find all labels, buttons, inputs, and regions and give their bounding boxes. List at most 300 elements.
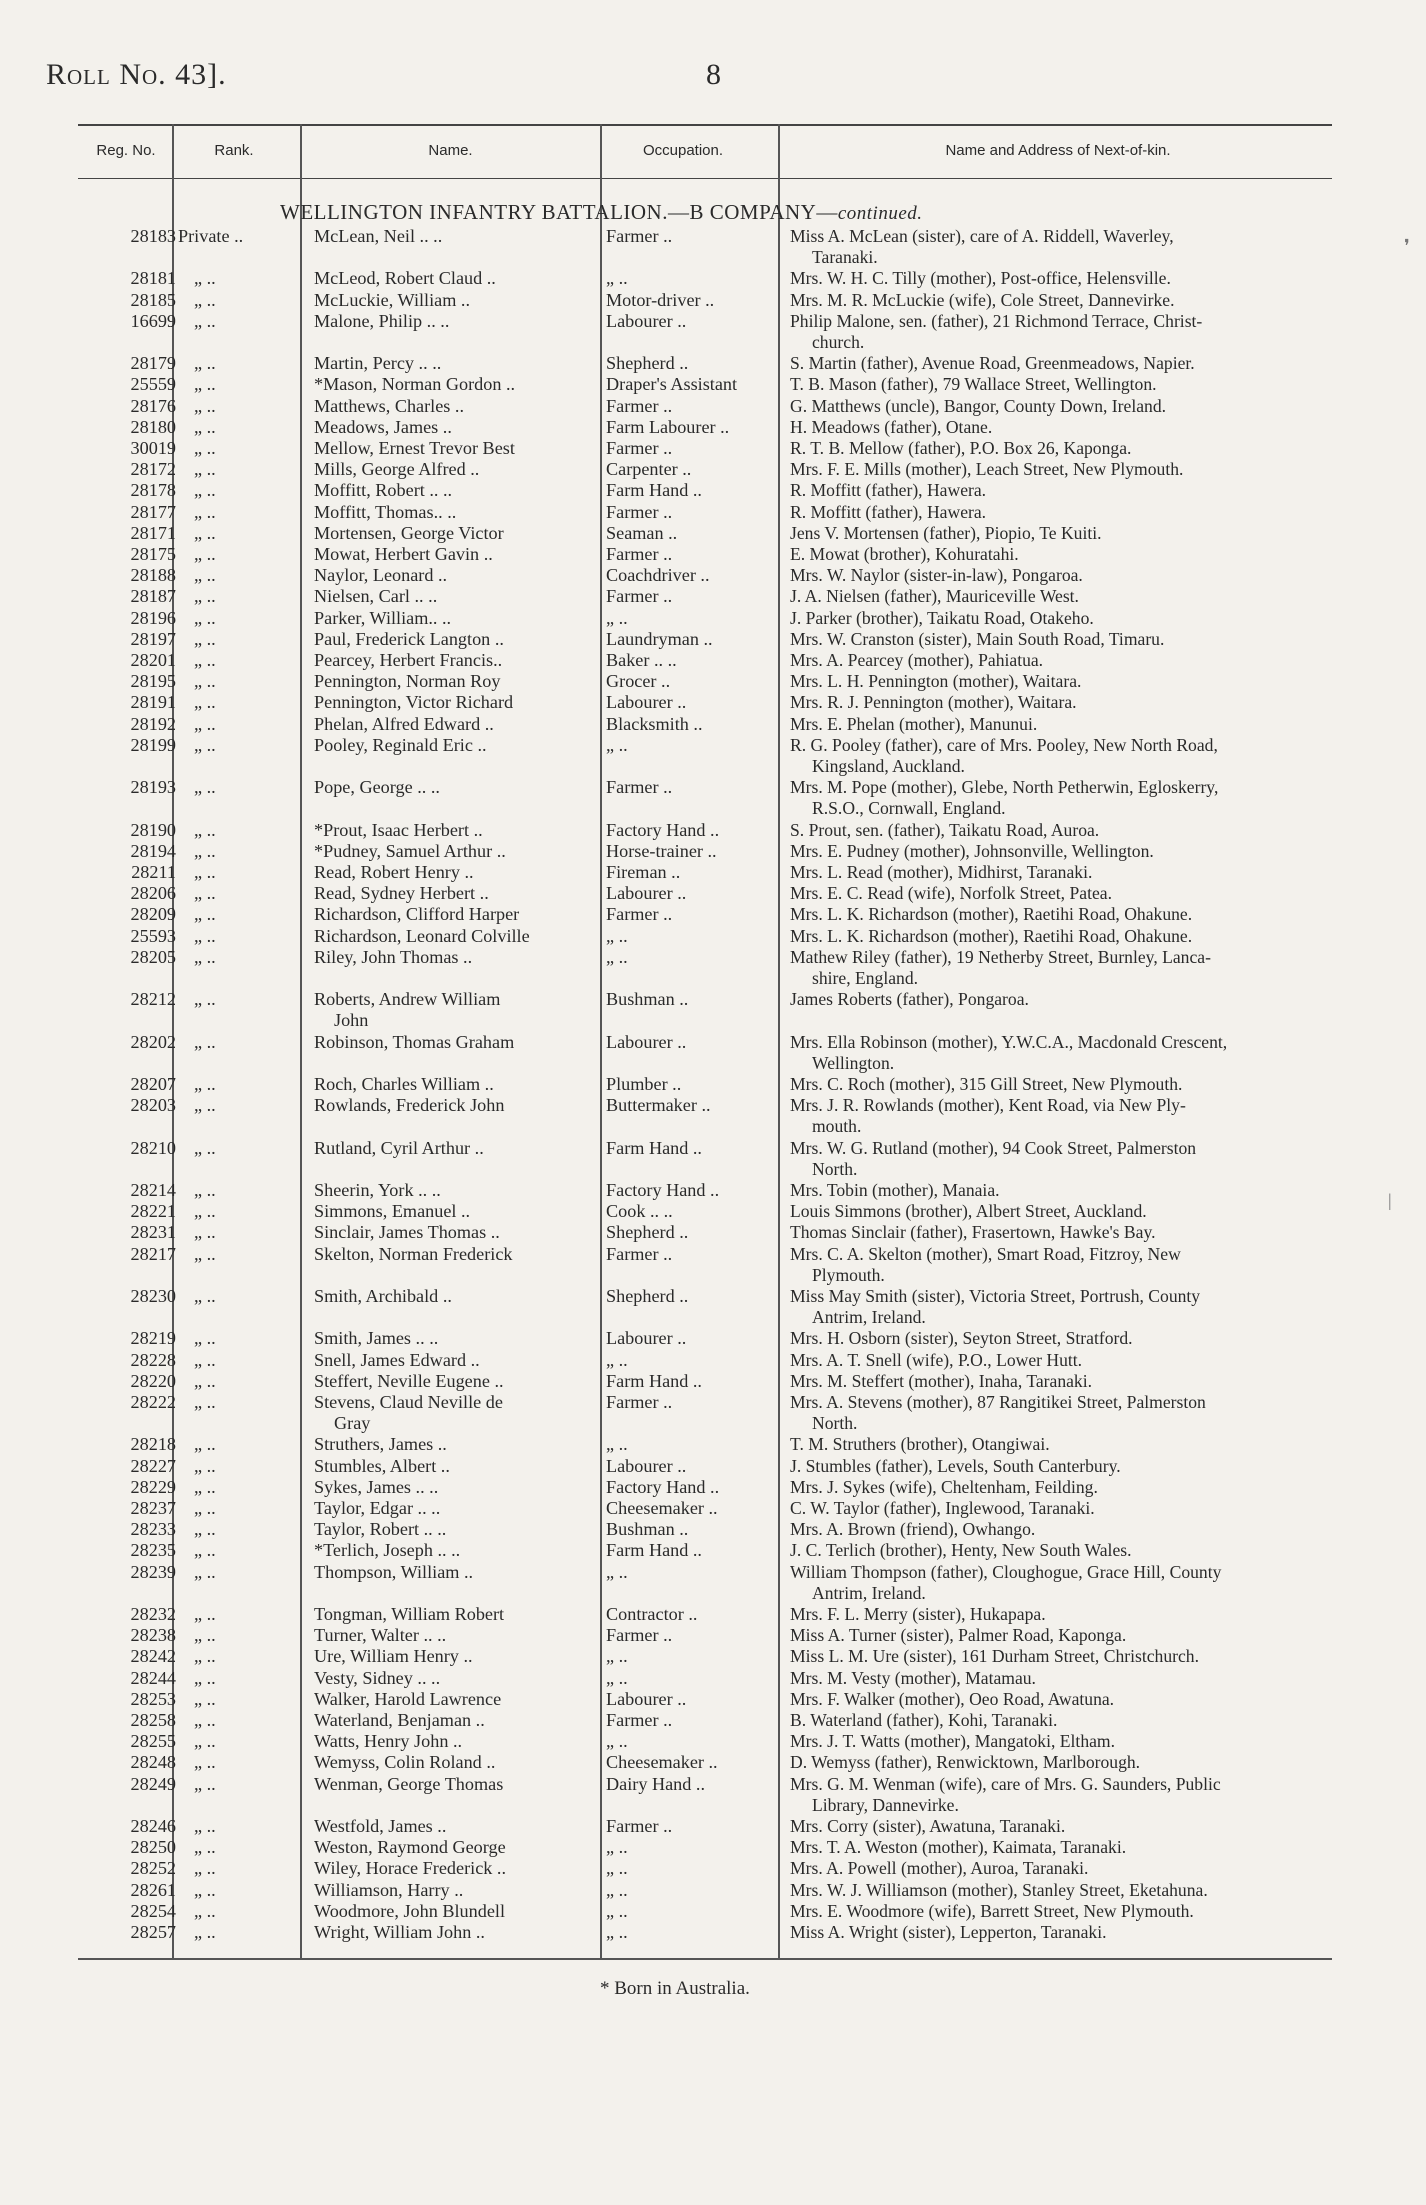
- reg-no: 28211: [131, 862, 176, 882]
- next-of-kin: Mrs. G. M. Wenman (wife), care of Mrs. G. Saunders, Public: [790, 1773, 1221, 1794]
- reg-no: 28255: [130, 1731, 176, 1752]
- reg-no: 28252: [130, 1858, 176, 1879]
- next-of-kin: C. W. Taylor (father), Inglewood, Taranaki.: [790, 1498, 1095, 1518]
- occupation: Baker .. ..: [606, 650, 677, 670]
- reg-no: 28214: [130, 1180, 176, 1200]
- reg-no: 28202: [130, 1031, 176, 1052]
- occupation: „ ..: [606, 1731, 628, 1752]
- next-of-kin: Mrs. M. Pope (mother), Glebe, North Petherwin, Egloskerry,: [790, 777, 1219, 798]
- reg-no: 28177: [130, 501, 176, 522]
- reg-no: 28199: [130, 734, 176, 755]
- next-of-kin: R. Moffitt (father), Hawera.: [790, 480, 987, 501]
- occupation: „ ..: [606, 734, 628, 755]
- name: Sheerin, York .. ..: [314, 1180, 441, 1200]
- occupation: Bushman ..: [606, 1519, 689, 1540]
- next-of-kin-continued: Antrim, Ireland.: [812, 1582, 926, 1603]
- rank: „ ..: [194, 310, 216, 331]
- name: Malone, Philip .. ..: [314, 310, 450, 331]
- next-of-kin-continued: Kingsland, Auckland.: [812, 755, 965, 776]
- rank: „ ..: [194, 1286, 216, 1306]
- reg-no: 28246: [130, 1816, 176, 1836]
- reg-no: 28212: [130, 989, 176, 1010]
- page-header: [46, 58, 1376, 98]
- next-of-kin: Mrs. Ella Robinson (mother), Y.W.C.A., Macdonald Crescent,: [790, 1031, 1228, 1052]
- name: Pope, George .. ..: [314, 777, 440, 798]
- name: Turner, Walter .. ..: [314, 1625, 447, 1646]
- next-of-kin-continued: church.: [812, 331, 865, 352]
- next-of-kin-continued: Antrim, Ireland.: [812, 1307, 926, 1328]
- occupation: Cheesemaker ..: [606, 1752, 718, 1773]
- rank: „ ..: [194, 1922, 216, 1942]
- reg-no: 28217: [130, 1243, 176, 1264]
- reg-no: 28242: [130, 1646, 176, 1667]
- next-of-kin: Mrs. M. Vesty (mother), Matamau.: [790, 1667, 1036, 1688]
- occupation: Labourer ..: [606, 1455, 687, 1476]
- next-of-kin: Mathew Riley (father), 19 Netherby Street, Burnley, Lanca-: [790, 946, 1211, 967]
- occupation: „ ..: [606, 925, 628, 946]
- reg-no: 28180: [130, 416, 176, 437]
- name: Stevens, Claud Neville de: [314, 1392, 503, 1412]
- occupation: Farmer ..: [606, 544, 673, 564]
- name: Parker, William.. ..: [314, 607, 452, 628]
- occupation: „ ..: [606, 1434, 628, 1455]
- name: Wiley, Horace Frederick ..: [314, 1858, 506, 1879]
- reg-no: 28207: [130, 1074, 176, 1094]
- next-of-kin: Mrs. T. A. Weston (mother), Kaimata, Taranaki.: [790, 1837, 1127, 1858]
- reg-no: 28209: [130, 904, 176, 925]
- reg-no: 28183: [130, 226, 176, 246]
- next-of-kin: Mrs. L. K. Richardson (mother), Raetihi Road, Ohakune.: [790, 925, 1193, 946]
- rank: „ ..: [194, 289, 216, 310]
- name: Stumbles, Albert ..: [314, 1455, 450, 1476]
- section-title: [280, 200, 1180, 225]
- name: *Terlich, Joseph .. ..: [314, 1540, 461, 1561]
- occupation: Farmer ..: [606, 904, 673, 925]
- rank: „ ..: [194, 671, 216, 692]
- next-of-kin: R. G. Pooley (father), care of Mrs. Pooley, New North Road,: [790, 734, 1218, 755]
- next-of-kin: R. T. B. Mellow (father), P.O. Box 26, Kaponga.: [790, 438, 1132, 458]
- rank: „ ..: [194, 1434, 216, 1455]
- reg-no: 28201: [130, 650, 176, 670]
- rank: „ ..: [194, 1328, 216, 1349]
- next-of-kin: Miss A. McLean (sister), care of A. Riddell, Waverley,: [790, 226, 1174, 246]
- name: Mills, George Alfred ..: [314, 459, 480, 480]
- next-of-kin: J. Stumbles (father), Levels, South Canterbury.: [790, 1455, 1121, 1476]
- reg-no: 28253: [130, 1688, 176, 1709]
- rank: „ ..: [194, 565, 216, 586]
- name: Pennington, Norman Roy: [314, 671, 501, 692]
- reg-no: 28258: [130, 1710, 176, 1730]
- next-of-kin: Miss A. Wright (sister), Lepperton, Taranaki.: [790, 1922, 1107, 1942]
- reg-no: 28235: [130, 1540, 176, 1561]
- name: *Prout, Isaac Herbert ..: [314, 819, 483, 840]
- next-of-kin-continued: Library, Dannevirke.: [812, 1794, 959, 1815]
- reg-no: 28178: [130, 480, 176, 501]
- next-of-kin: G. Matthews (uncle), Bangor, County Down, Ireland.: [790, 395, 1167, 416]
- rank: „ ..: [194, 416, 216, 437]
- reg-no: 28218: [130, 1434, 176, 1455]
- rank: „ ..: [194, 628, 216, 649]
- reg-no: 28231: [130, 1222, 176, 1243]
- rank: „ ..: [194, 1900, 216, 1921]
- name: Nielsen, Carl .. ..: [314, 586, 438, 607]
- reg-no: 28197: [130, 628, 176, 649]
- col-reg-no: Reg. No.: [96, 142, 156, 159]
- roll-title: Roll No. 43].: [46, 58, 227, 91]
- reg-no: 28232: [130, 1604, 176, 1624]
- reg-no: 28219: [130, 1328, 176, 1349]
- occupation: „ ..: [606, 1900, 628, 1921]
- reg-no: 28192: [130, 713, 176, 734]
- rank: „ ..: [194, 734, 216, 755]
- next-of-kin: Mrs. E. Pudney (mother), Johnsonville, Wellington.: [790, 840, 1154, 861]
- rank: „ ..: [194, 1752, 216, 1773]
- next-of-kin: Mrs. Corry (sister), Awatuna, Taranaki.: [790, 1816, 1066, 1836]
- rank: „ ..: [194, 1455, 216, 1476]
- reg-no: 28190: [130, 819, 176, 840]
- reg-no: 28233: [130, 1519, 176, 1540]
- name: Ure, William Henry ..: [314, 1646, 473, 1667]
- name-continued: Gray: [334, 1413, 371, 1434]
- rank: „ ..: [194, 1688, 216, 1709]
- rank: „ ..: [194, 1370, 216, 1391]
- rank: „ ..: [194, 1476, 216, 1497]
- next-of-kin: Mrs. E. Phelan (mother), Manunui.: [790, 713, 1038, 734]
- next-of-kin: Miss May Smith (sister), Victoria Street, Portrush, County: [790, 1286, 1201, 1306]
- next-of-kin: Mrs. J. R. Rowlands (mother), Kent Road, via New Ply-: [790, 1095, 1186, 1116]
- reg-no: 28244: [130, 1667, 176, 1688]
- next-of-kin: Mrs. A. Powell (mother), Auroa, Taranaki.: [790, 1858, 1089, 1879]
- occupation: Farm Hand ..: [606, 1370, 702, 1391]
- occupation: Labourer ..: [606, 1328, 687, 1349]
- name: McLean, Neil .. ..: [314, 226, 443, 246]
- col-occupation: Occupation.: [642, 142, 724, 159]
- next-of-kin: Mrs. C. Roch (mother), 315 Gill Street, New Plymouth.: [790, 1074, 1183, 1094]
- reg-no: 28239: [130, 1561, 176, 1582]
- occupation: Dairy Hand ..: [606, 1773, 705, 1794]
- next-of-kin: Mrs. L. Read (mother), Midhirst, Taranaki.: [790, 862, 1093, 882]
- occupation: Farmer ..: [606, 1625, 673, 1646]
- occupation: Farmer ..: [606, 1243, 673, 1264]
- occupation: Cook .. ..: [606, 1201, 673, 1222]
- name: Taylor, Robert .. ..: [314, 1519, 447, 1540]
- occupation: Factory Hand ..: [606, 819, 720, 840]
- next-of-kin: Mrs. R. J. Pennington (mother), Waitara.: [790, 692, 1077, 713]
- name: Weston, Raymond George: [314, 1837, 506, 1858]
- name: Robinson, Thomas Graham: [314, 1031, 515, 1052]
- name-continued: John: [334, 1010, 369, 1031]
- next-of-kin: Mrs. F. L. Merry (sister), Hukapapa.: [790, 1604, 1046, 1624]
- rank: „ ..: [194, 459, 216, 480]
- occupation: Labourer ..: [606, 1031, 687, 1052]
- next-of-kin: Mrs. F. E. Mills (mother), Leach Street, New Plymouth.: [790, 459, 1184, 480]
- rank: „ ..: [194, 1837, 216, 1858]
- rank: „ ..: [194, 1816, 216, 1836]
- page-number: 8: [706, 58, 721, 91]
- rank: „ ..: [194, 840, 216, 861]
- col-next-of-kin: Name and Address of Next-of-kin.: [945, 142, 1171, 159]
- occupation: „ ..: [606, 1922, 628, 1942]
- reg-no: 28172: [130, 459, 176, 480]
- name: Smith, Archibald ..: [314, 1286, 452, 1306]
- rank: „ ..: [194, 1392, 216, 1412]
- rank: „ ..: [194, 1731, 216, 1752]
- reg-no: 28194: [130, 840, 176, 861]
- next-of-kin: Mrs. E. Woodmore (wife), Barrett Street, New Plymouth.: [790, 1900, 1194, 1921]
- rank: „ ..: [194, 1137, 216, 1158]
- reg-no: 28210: [130, 1137, 176, 1158]
- occupation: Farm Hand ..: [606, 1540, 702, 1561]
- rank: „ ..: [194, 1095, 216, 1116]
- occupation: Laundryman ..: [606, 628, 713, 649]
- reg-no: 28230: [130, 1286, 176, 1306]
- next-of-kin: S. Prout, sen. (father), Taikatu Road, Auroa.: [790, 819, 1100, 840]
- next-of-kin: T. M. Struthers (brother), Otangiwai.: [790, 1434, 1050, 1455]
- next-of-kin: Louis Simmons (brother), Albert Street, Auckland.: [790, 1201, 1147, 1222]
- occupation: „ ..: [606, 268, 628, 289]
- occupation: Buttermaker ..: [606, 1095, 711, 1116]
- name: Simmons, Emanuel ..: [314, 1201, 471, 1222]
- name: Pooley, Reginald Eric ..: [314, 734, 487, 755]
- occupation: „ ..: [606, 1858, 628, 1879]
- col-rank: Rank.: [214, 142, 254, 159]
- name: McLeod, Robert Claud ..: [314, 268, 496, 289]
- name: Tongman, William Robert: [314, 1604, 505, 1624]
- occupation: Grocer ..: [606, 671, 671, 692]
- rank: „ ..: [194, 1710, 216, 1730]
- next-of-kin: T. B. Mason (father), 79 Wallace Street, Wellington.: [790, 374, 1157, 395]
- name: Snell, James Edward ..: [314, 1349, 480, 1370]
- occupation: Farmer ..: [606, 586, 673, 607]
- reg-no: 28191: [130, 692, 176, 713]
- occupation: Fireman ..: [606, 862, 681, 882]
- occupation: Contractor ..: [606, 1604, 698, 1624]
- next-of-kin: Mrs. L. K. Richardson (mother), Raetihi Road, Ohakune.: [790, 904, 1193, 925]
- name: Read, Robert Henry ..: [314, 862, 474, 882]
- next-of-kin: Mrs. E. C. Read (wife), Norfolk Street, Patea.: [790, 883, 1112, 904]
- rank: „ ..: [194, 819, 216, 840]
- section-title-text: WELLINGTON INFANTRY BATTALION.—B COMPANY—: [280, 200, 838, 224]
- rank: „ ..: [194, 480, 216, 501]
- col-name: Name.: [428, 142, 473, 159]
- rank: „ ..: [194, 1498, 216, 1518]
- name: Rowlands, Frederick John: [314, 1095, 505, 1116]
- rank: „ ..: [194, 268, 216, 289]
- rank: „ ..: [194, 1349, 216, 1370]
- rank: „ ..: [194, 692, 216, 713]
- rank: „ ..: [194, 1667, 216, 1688]
- name: Sinclair, James Thomas ..: [314, 1222, 500, 1243]
- name: Paul, Frederick Langton ..: [314, 628, 504, 649]
- name: Watts, Henry John ..: [314, 1731, 463, 1752]
- name: Riley, John Thomas ..: [314, 946, 473, 967]
- name: Vesty, Sidney .. ..: [314, 1667, 441, 1688]
- next-of-kin: D. Wemyss (father), Renwicktown, Marlborough.: [790, 1752, 1141, 1773]
- name: Thompson, William ..: [314, 1561, 474, 1582]
- name: Pearcey, Herbert Francis..: [314, 650, 503, 670]
- rank: „ ..: [194, 925, 216, 946]
- next-of-kin: S. Martin (father), Avenue Road, Greenmeadows, Napier.: [790, 353, 1195, 374]
- name: Martin, Percy .. ..: [314, 353, 442, 374]
- occupation: Horse-trainer ..: [606, 840, 717, 861]
- name: Meadows, James ..: [314, 416, 452, 437]
- reg-no: 30019: [130, 438, 176, 458]
- rank: „ ..: [194, 1031, 216, 1052]
- reg-no: 28228: [130, 1349, 176, 1370]
- reg-no: 28221: [130, 1201, 176, 1222]
- reg-no: 28195: [130, 671, 176, 692]
- occupation: Factory Hand ..: [606, 1476, 720, 1497]
- next-of-kin: Mrs. W. J. Williamson (mother), Stanley Street, Eketahuna.: [790, 1879, 1208, 1900]
- bottom-rule: [78, 1958, 1332, 1960]
- reg-no: 28206: [130, 883, 176, 904]
- next-of-kin: Mrs. A. Stevens (mother), 87 Rangitikei Street, Palmerston: [790, 1392, 1206, 1412]
- reg-no: 25593: [130, 925, 176, 946]
- occupation: Farm Labourer ..: [606, 416, 730, 437]
- rank: „ ..: [194, 1243, 216, 1264]
- name: Rutland, Cyril Arthur ..: [314, 1137, 484, 1158]
- occupation: Farmer ..: [606, 1392, 673, 1412]
- occupation: „ ..: [606, 1879, 628, 1900]
- rank: „ ..: [194, 862, 216, 882]
- name: Matthews, Charles ..: [314, 395, 465, 416]
- rank: „ ..: [194, 989, 216, 1010]
- name: Mellow, Ernest Trevor Best: [314, 438, 515, 458]
- next-of-kin: J. Parker (brother), Taikatu Road, Otakeho.: [790, 607, 1094, 628]
- name: Roch, Charles William ..: [314, 1074, 494, 1094]
- reg-no: 25559: [130, 374, 176, 395]
- name: Pennington, Victor Richard: [314, 692, 514, 713]
- occupation: Labourer ..: [606, 310, 687, 331]
- rank: „ ..: [194, 1519, 216, 1540]
- reg-no: 28205: [130, 946, 176, 967]
- rank: „ ..: [194, 501, 216, 522]
- reg-no: 28227: [130, 1455, 176, 1476]
- next-of-kin-continued: North.: [812, 1413, 858, 1434]
- name: Richardson, Leonard Colville: [314, 925, 530, 946]
- next-of-kin: Mrs. A. Pearcey (mother), Pahiatua.: [790, 650, 1044, 670]
- occupation: Farm Hand ..: [606, 1137, 702, 1158]
- reg-no: 28185: [130, 289, 176, 310]
- name: *Pudney, Samuel Arthur ..: [314, 840, 506, 861]
- reg-no: 28193: [130, 777, 176, 798]
- next-of-kin-continued: Taranaki.: [812, 247, 878, 268]
- next-of-kin: Mrs. Tobin (mother), Manaia.: [790, 1180, 1000, 1200]
- next-of-kin: James Roberts (father), Pongaroa.: [790, 989, 1029, 1010]
- rank: „ ..: [194, 946, 216, 967]
- next-of-kin-continued: shire, England.: [812, 967, 919, 988]
- next-of-kin: Miss A. Turner (sister), Palmer Road, Kaponga.: [790, 1625, 1127, 1646]
- next-of-kin: Mrs. C. A. Skelton (mother), Smart Road, Fitzroy, New: [790, 1243, 1181, 1264]
- rank: „ ..: [194, 713, 216, 734]
- reg-no: 28229: [130, 1476, 176, 1497]
- name: Naylor, Leonard ..: [314, 565, 448, 586]
- rank: „ ..: [194, 586, 216, 607]
- rank: Private ..: [178, 226, 244, 246]
- occupation: Farmer ..: [606, 226, 673, 246]
- name: Moffitt, Robert .. ..: [314, 480, 453, 501]
- occupation: Farmer ..: [606, 438, 673, 458]
- next-of-kin: Philip Malone, sen. (father), 21 Richmond Terrace, Christ-: [790, 310, 1203, 331]
- occupation: Farmer ..: [606, 1710, 673, 1730]
- reg-no: 28181: [130, 268, 176, 289]
- reg-no: 28175: [130, 544, 176, 564]
- next-of-kin: Thomas Sinclair (father), Frasertown, Hawke's Bay.: [790, 1222, 1156, 1243]
- next-of-kin: Mrs. L. H. Pennington (mother), Waitara.: [790, 671, 1082, 692]
- reg-no: 28220: [130, 1370, 176, 1391]
- next-of-kin-continued: North.: [812, 1158, 858, 1179]
- next-of-kin: J. C. Terlich (brother), Henty, New South Wales.: [790, 1540, 1132, 1561]
- next-of-kin: B. Waterland (father), Kohi, Taranaki.: [790, 1710, 1058, 1730]
- name: Roberts, Andrew William: [314, 989, 501, 1010]
- occupation: Coachdriver ..: [606, 565, 710, 586]
- reg-no: 16699: [130, 310, 176, 331]
- name: Westfold, James ..: [314, 1816, 447, 1836]
- rank: „ ..: [194, 1180, 216, 1200]
- next-of-kin-continued: Plymouth.: [812, 1264, 885, 1285]
- occupation: „ ..: [606, 946, 628, 967]
- occupation: Farm Hand ..: [606, 480, 702, 501]
- name: Skelton, Norman Frederick: [314, 1243, 513, 1264]
- name: Woodmore, John Blundell: [314, 1900, 506, 1921]
- occupation: Labourer ..: [606, 883, 687, 904]
- next-of-kin: Mrs. H. Osborn (sister), Seyton Street, Stratford.: [790, 1328, 1133, 1349]
- rank: „ ..: [194, 438, 216, 458]
- reg-no: 28261: [130, 1879, 176, 1900]
- reg-no: 28203: [130, 1095, 176, 1116]
- occupation: Shepherd ..: [606, 1222, 689, 1243]
- next-of-kin: Mrs. W. H. C. Tilly (mother), Post-office, Helensville.: [790, 268, 1171, 289]
- occupation: Farmer ..: [606, 777, 673, 798]
- next-of-kin-continued: Wellington.: [812, 1052, 895, 1073]
- occupation: Bushman ..: [606, 989, 689, 1010]
- occupation: „ ..: [606, 1646, 628, 1667]
- rank: „ ..: [194, 1773, 216, 1794]
- occupation: Seaman ..: [606, 522, 678, 543]
- next-of-kin: Mrs. J. Sykes (wife), Cheltenham, Feilding.: [790, 1476, 1098, 1497]
- column-header: [78, 124, 1332, 179]
- name: McLuckie, William ..: [314, 289, 471, 310]
- occupation: Labourer ..: [606, 692, 687, 713]
- occupation: „ ..: [606, 1667, 628, 1688]
- name: Wright, William John ..: [314, 1922, 485, 1942]
- name: Sykes, James .. ..: [314, 1476, 439, 1497]
- occupation: „ ..: [606, 1349, 628, 1370]
- reg-no: 28248: [130, 1752, 176, 1773]
- occupation: Motor-driver ..: [606, 289, 715, 310]
- rank: „ ..: [194, 904, 216, 925]
- occupation: Farmer ..: [606, 1816, 673, 1836]
- rank: „ ..: [194, 1222, 216, 1243]
- reg-no: 28254: [130, 1900, 176, 1921]
- rank: „ ..: [194, 1646, 216, 1667]
- occupation: Labourer ..: [606, 1688, 687, 1709]
- reg-no: 28187: [130, 586, 176, 607]
- next-of-kin: Mrs. W. G. Rutland (mother), 94 Cook Street, Palmerston: [790, 1137, 1197, 1158]
- next-of-kin: H. Meadows (father), Otane.: [790, 416, 993, 437]
- occupation: Blacksmith ..: [606, 713, 703, 734]
- next-of-kin: Jens V. Mortensen (father), Piopio, Te Kuiti.: [790, 522, 1102, 543]
- rank: „ ..: [194, 353, 216, 374]
- next-of-kin-continued: mouth.: [812, 1116, 862, 1137]
- name: Taylor, Edgar .. ..: [314, 1498, 441, 1518]
- reg-no: 28222: [130, 1392, 176, 1412]
- reg-no: 28179: [130, 353, 176, 374]
- occupation: Cheesemaker ..: [606, 1498, 718, 1518]
- name: Read, Sydney Herbert ..: [314, 883, 489, 904]
- next-of-kin: R. Moffitt (father), Hawera.: [790, 501, 987, 522]
- occupation: Farmer ..: [606, 501, 673, 522]
